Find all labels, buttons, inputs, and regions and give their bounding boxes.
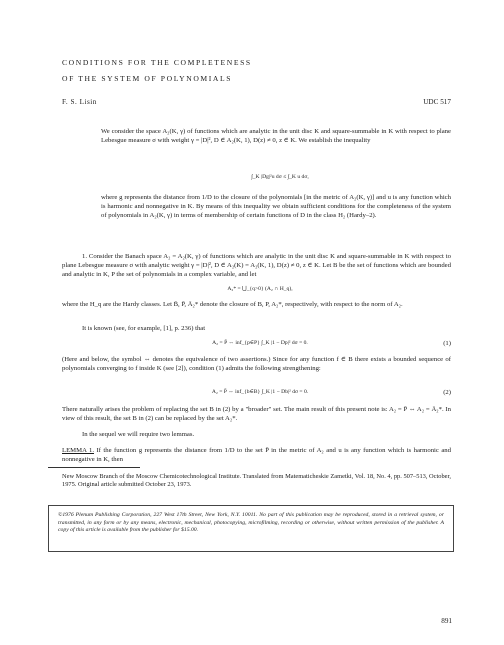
body-paragraph-2: where the H_q are the Hardy classes. Let B̄, P̄, Ā₂* denote the closure of B, P, A₂*, respectively, with respect to the norm of A₂. — [62, 301, 403, 308]
page-number: 891 — [441, 617, 452, 625]
body-paragraph-4: (Here and below, the symbol ⇔ denotes the equivalence of two assertions.) Since for any function f ∈ B there exists a bounded sequence of polynomials converging to f inside K (see [2]), condition (1) admits the following strengthening: — [62, 356, 451, 373]
equation-2-number: (2) — [443, 389, 451, 396]
author-name: F. S. Lisin — [62, 98, 97, 106]
body-paragraph-5: There naturally arises the problem of replacing the set B in (2) by a "broader" set. The main result of this present note is: A₂ = P̄ ⇔ A₂ = Ā₂*. In view of this result, the set B in (2) can be replaced by the set A₂*. — [62, 406, 451, 423]
abstract-paragraph: We consider the space A₂(K, γ) of functions which are analytic in the unit disc K and square-summable in K with respect to plane Lebesgue measure σ with weight γ = |D|², D ∈ A₂(K, 1), D(z) ≠ 0, z ∈ K. We establish the inequality — [101, 128, 451, 145]
body-paragraph-1: 1. Consider the Banach space A₂ = A₂(K, γ) of functions which are analytic in the unit disc K and square-summable in K with respect to plane Lebesgue measure σ with analytic weight γ = |D|², D ∈ A₂(K) = A₂(K, 1), D(z) ≠ 0, z ∈ K. Let B be the set of functions which are bounded and analytic in K, P the set of polynomials in a complex variable, and let — [62, 253, 451, 279]
body-paragraph-3: It is known (see, for example, [1], p. 236) that — [82, 325, 206, 332]
abstract-continuation: where g represents the distance from 1/D to the closure of the polynomials [in the metric of A₂(K, γ)] and u is any function which is harmonic and nonnegative in K. By means of this inequality we obtain sufficient conditions for the completeness of the system of polynomials in A₂(K, γ) in terms of membership of certain functions of D in the class H₂ (Hardy–2). — [101, 194, 451, 220]
lemma-1-label: LEMMA 1. — [62, 447, 94, 454]
equation-1-number: (1) — [443, 340, 451, 347]
lemma-1-text: If the function g represents the distance from 1/D to the set P̄ in the metric of A₂ and u is any function which is harmonic and nonnegative in K, then — [62, 447, 451, 464]
equation-1: A₂ = P̄ ⇔ inf_{p∈P} ∫_K |1 − Dp|² dσ = 0. — [212, 340, 308, 346]
article-title-line-2: OF THE SYSTEM OF POLYNOMIALS — [62, 74, 233, 83]
lemma-1-paragraph — [62, 446, 451, 464]
udc-code: UDC 517 — [423, 98, 451, 106]
article-title-line-1: CONDITIONS FOR THE COMPLETENESS — [62, 58, 252, 67]
equation-2: A₂ = P̄ ⇔ inf_{b∈B} ∫_K |1 − Db|² dσ = 0. — [211, 389, 309, 395]
copyright-notice: ©1976 Plenum Publishing Corporation, 227 West 17th Street, New York, N.Y. 10011. No part of this publication may be reproduced, stored in a retrieval system, or transmitted, in any form or by any means, electronic, mechanical, photocopying, microfilming, recording or otherwise, without written permission of the publisher. A copy of this article is available from the publisher for $15.00. — [58, 512, 444, 534]
footnote-divider — [48, 467, 140, 468]
footnote-text: New Moscow Branch of the Moscow Chemicotechnological Institute. Translated from Matematicheskie Zametki, Vol. 18, No. 4, pp. 507–513, October, 1975. Original article submitted October 23, 1973. — [62, 473, 451, 489]
formula-a-star: A₂* = ⋃_{q>0} (A₂ ∩ H_q), — [227, 286, 293, 292]
body-paragraph-6: In the sequel we will require two lemmas. — [82, 431, 195, 438]
abstract-inequality: ∫_K |Dg|²u dσ ≤ ∫_K u dσ, — [251, 174, 309, 180]
